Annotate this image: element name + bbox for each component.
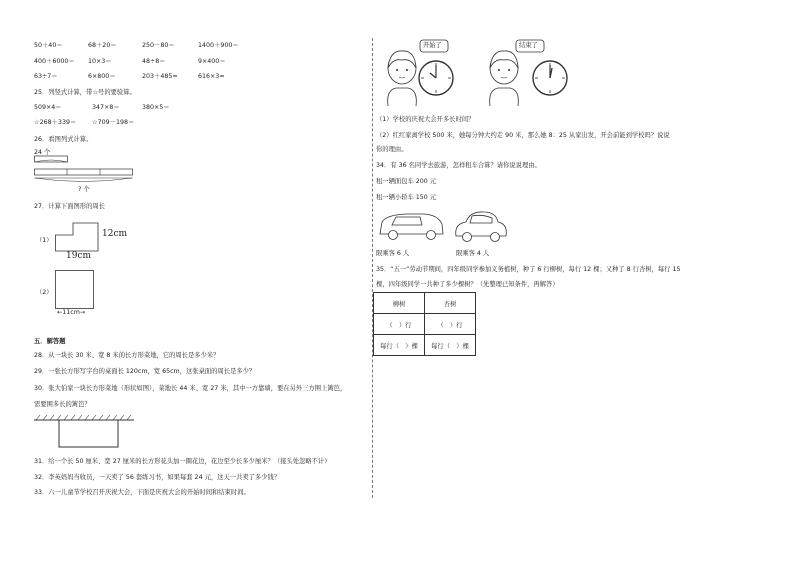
- question-25: 25．列竖式计算，带☆号的要验算。: [34, 89, 136, 96]
- table-header-apricot: 杏树: [425, 293, 476, 314]
- rent-bus-price: 租一辆面包车 200 元: [376, 178, 437, 185]
- q25-item-4: ☆268＋339＝: [34, 119, 77, 126]
- q33-clock-illustration: [378, 38, 578, 110]
- question-30-line-2: 需要围多长的篱笆？: [34, 401, 91, 408]
- calc-2-3: 48÷8＝: [142, 58, 166, 65]
- q27-square: [55, 270, 95, 310]
- q25-item-3: 380×5＝: [142, 104, 170, 111]
- question-28: 28．从一块长 30 米、宽 8 米的长方形菜地，它的周长是多少米？: [34, 352, 220, 359]
- question-33-2-line-2: 你的理由。: [376, 146, 408, 153]
- calc-1-4: 1400＋900＝: [198, 42, 239, 49]
- calc-2-4: 9×400＝: [198, 58, 226, 65]
- speech-bubble-start: 开始了: [423, 42, 442, 49]
- calc-3-4: 616×3≈: [198, 73, 225, 80]
- table-cell-willow-per-row: 每行（ ）棵: [374, 335, 425, 356]
- q27-width-label: 19cm: [66, 251, 92, 261]
- q27-height-label: 12cm: [102, 229, 128, 239]
- q26-bar-diagram: [34, 155, 144, 187]
- car-capacity: 限乘客 4 人: [456, 250, 490, 257]
- question-31: 31．给一个长 50 厘米、宽 27 厘米的长方形花头加一圈花边，花边至少长多少厘米？（接头处忽略不计）: [34, 458, 331, 465]
- question-35-line-1: 35．“五一”劳动节期间，四年级同学参加义务植树，种了 6 行柳树，每行 12 棵；又种了 8 行杏树，每行 15: [376, 266, 681, 273]
- tree-data-table: [373, 292, 476, 356]
- question-33-2-line-1: （2）红红家离学校 500 米，她每分钟大约走 90 米，那么她 8：25 从家出发，开会前能到学校吗？说说: [376, 132, 670, 139]
- table-cell-apricot-rows: （ ）行: [425, 314, 476, 335]
- rent-car-price: 租一辆小轿车 150 元: [376, 194, 437, 201]
- question-34: 34．有 36 名同学去旅游，怎样租车合算？请你说说理由。: [376, 162, 541, 169]
- column-divider: [372, 38, 373, 498]
- table-cell-apricot-per-row: 每行（ ）棵: [425, 335, 476, 356]
- bus-capacity: 限乘客 6 人: [376, 250, 410, 257]
- q26-top-label: 24 个: [34, 149, 51, 156]
- question-29: 29．一张长方形写字台的桌面长 120cm，宽 65cm，这张桌面的周长是多少？: [34, 368, 256, 375]
- question-35-line-2: 棵，四年级同学一共种了多少棵树？（先整理已知条件，再解答）: [376, 281, 559, 288]
- calc-3-3: 203＋485≈: [142, 73, 178, 80]
- q27-l-shape: [55, 222, 100, 254]
- table-cell-willow-rows: （ ）行: [374, 314, 425, 335]
- q30-wall-garden-diagram: [34, 414, 136, 450]
- question-33-1: （1）学校的庆祝大会开多长时间？: [376, 116, 475, 123]
- question-32: 32．李英妈妈当收员，一天卖了 56 套练习书，如果每套 24 元，这天一共卖了多少钱？: [34, 474, 281, 481]
- q27-square-side-label: ←11cm→: [57, 309, 86, 316]
- q25-item-2: 347×8＝: [92, 104, 120, 111]
- calc-2-1: 400＋6000＝: [34, 58, 75, 65]
- calc-3-2: 6×800＝: [88, 73, 116, 80]
- speech-bubble-end: 结束了: [519, 42, 538, 49]
- q25-item-5: ☆709－198＝: [92, 119, 135, 126]
- calc-2-2: 10×3＝: [88, 58, 112, 65]
- q25-item-1: 509×4＝: [34, 104, 62, 111]
- question-30-line-1: 30．张大伯家一块长方形菜地（形状如图），菜地长 44 米、宽 27 米，其中一方靠墙，要在另外三方围上篱笆，: [34, 385, 347, 392]
- vehicles-illustration: [376, 208, 510, 244]
- table-header-willow: 柳树: [374, 293, 425, 314]
- calc-1-1: 50＋40＝: [34, 42, 63, 49]
- section-5-heading: 五．解答题: [34, 338, 66, 345]
- calc-1-3: 250－80＝: [142, 42, 175, 49]
- question-27: 27．计算下面图形的周长: [34, 203, 105, 210]
- q27-label-2: （2）: [36, 289, 53, 296]
- calc-1-2: 68＋20＝: [88, 42, 117, 49]
- calc-3-1: 63÷7＝: [34, 73, 58, 80]
- q27-label-1: （1）: [36, 237, 53, 244]
- question-26: 26．看图列式计算。: [34, 136, 93, 143]
- q26-bottom-label: ? 个: [78, 186, 90, 193]
- question-33: 33．六一儿童节学校召开庆祝大会，下面是庆祝大会的开始时间和结束时间。: [34, 489, 250, 496]
